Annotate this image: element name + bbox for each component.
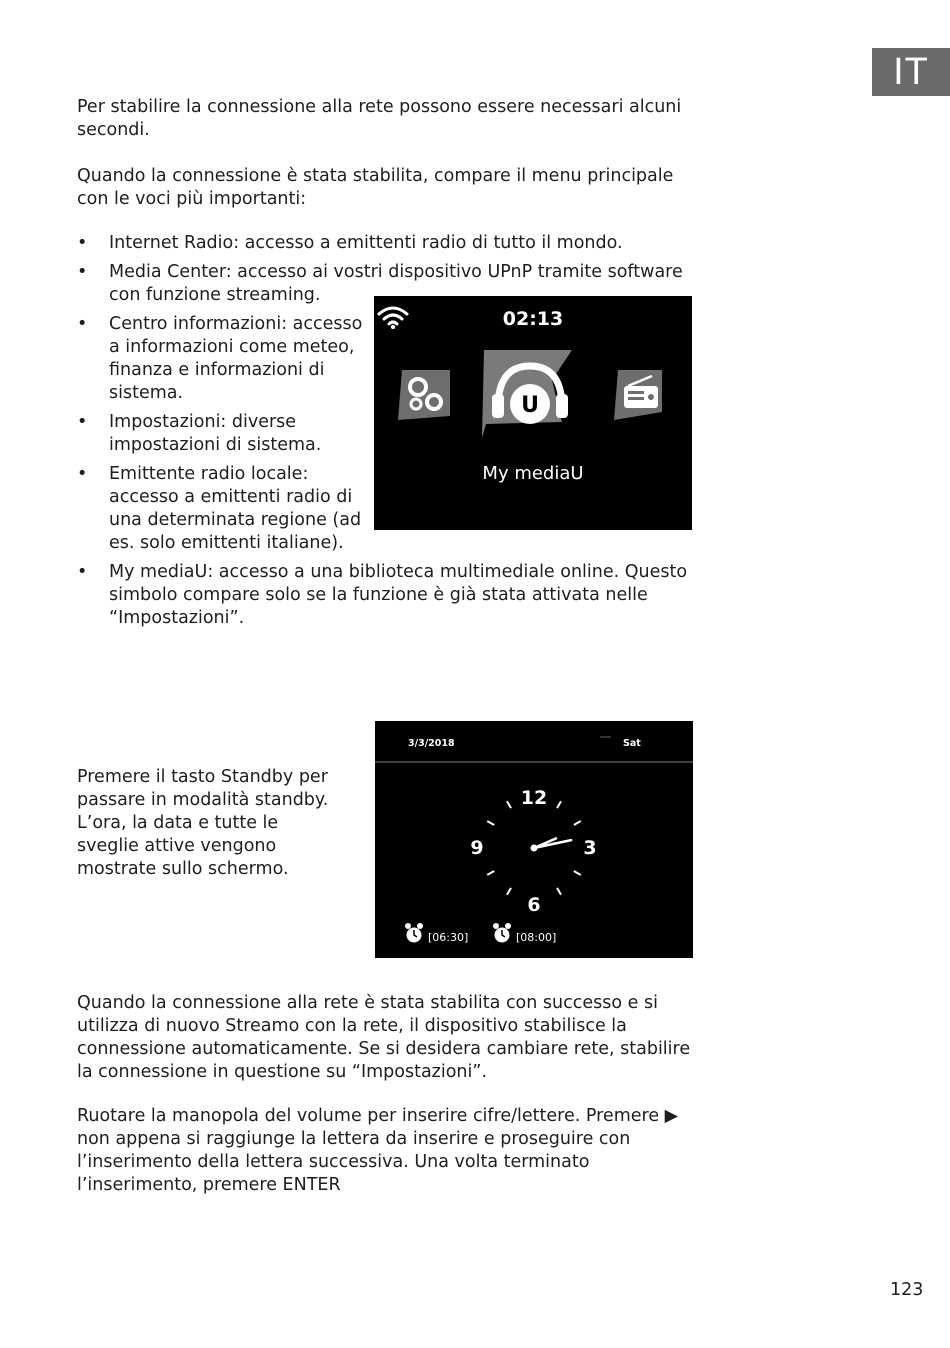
radio-icon [614, 370, 662, 420]
list-item [77, 463, 377, 555]
list-item-text: My mediaU: accesso a una biblioteca multimediale online. Questo simbolo compare solo se la funzione è già stata attivata nelle “Impostazioni”. [109, 562, 688, 628]
intro-paragraph-2: Quando la connessione è stata stabilita, compare il menu principale con le voci più importanti: [77, 166, 674, 209]
list-item [77, 232, 697, 255]
wifi-icon [379, 308, 407, 329]
mediau-headphones-icon [482, 350, 572, 438]
alarm-clock-icon [405, 923, 423, 943]
language-tab: IT [872, 48, 950, 96]
clock-number-9: 9 [470, 837, 484, 859]
clock-tick [574, 821, 581, 825]
bullet-symbol: • [77, 562, 88, 582]
list-item [77, 313, 374, 405]
bullet-symbol: • [77, 262, 88, 282]
standby-day: Sat [623, 738, 641, 749]
list-item [77, 411, 374, 457]
bullet-symbol: • [77, 233, 88, 253]
settings-gears-icon [398, 370, 450, 420]
main-menu-graphic [374, 296, 692, 530]
clock-tick [487, 821, 494, 825]
standby-date: 3/3/2018 [408, 738, 455, 749]
outro-paragraph-2: Ruotare la manopola del volume per inserire cifre/lettere. Premere ▶ non appena si raggiunge la lettera da inserire e proseguire con l’inserimento della lettera successiva. Una volta terminato l’inserimento, premere ENTER [77, 1106, 679, 1195]
list-item-text: Impostazioni: diverse impostazioni di sistema. [109, 412, 322, 455]
clock-tick [507, 888, 511, 895]
clock-number-6: 6 [527, 894, 541, 916]
alarm-clock-icon [493, 923, 511, 943]
list-item-text: Media Center: accesso ai vostri dispositivo UPnP tramite software con funzione streaming. [109, 262, 683, 305]
main-menu-screen [374, 296, 692, 530]
menu-time: 02:13 [502, 308, 564, 330]
list-item-text: Centro informazioni: accesso a informazioni come meteo, finanza e informazioni di sistema. [109, 314, 363, 403]
clock-tick [574, 871, 581, 875]
page-number: 123 [890, 1280, 924, 1300]
clock-tick [507, 801, 511, 808]
outro-paragraph-1: Quando la connessione alla rete è stata stabilita con successo e si utilizza di nuovo Streamo con la rete, il dispositivo stabilisce la connessione automaticamente. Se si desidera cambiare rete, stabilire la connessione in questione su “Impostazioni”. [77, 993, 691, 1082]
selected-menu-label: My mediaU [482, 463, 584, 484]
list-item-text: Internet Radio: accesso a emittenti radio di tutto il mondo. [109, 233, 623, 253]
bullet-symbol: • [77, 464, 88, 484]
alarm-time-1: [06:30] [428, 931, 469, 944]
list-item-text: Emittente radio locale: accesso a emittenti radio di una determinata regione (ad es. solo emittenti italiane). [109, 464, 362, 553]
clock-tick [557, 888, 561, 895]
intro-paragraph-1: Per stabilire la connessione alla rete possono essere necessari alcuni secondi. [77, 97, 682, 140]
bullet-symbol: • [77, 412, 88, 432]
clock-minute-hand [534, 840, 571, 848]
svg-text:U: U [521, 393, 539, 418]
bullet-symbol: • [77, 314, 88, 334]
alarm-time-2: [08:00] [516, 931, 557, 944]
clock-number-3: 3 [583, 837, 597, 859]
clock-tick [557, 801, 561, 808]
standby-paragraph: Premere il tasto Standby per passare in modalità standby. L’ora, la data e tutte le sveglie attive vengono mostrate sullo schermo. [77, 767, 329, 879]
clock-number-12: 12 [520, 787, 548, 809]
standby-screen [375, 721, 693, 958]
standby-graphic [375, 721, 693, 958]
clock-tick [487, 871, 494, 875]
list-item [77, 561, 697, 630]
clock-center [531, 845, 538, 852]
